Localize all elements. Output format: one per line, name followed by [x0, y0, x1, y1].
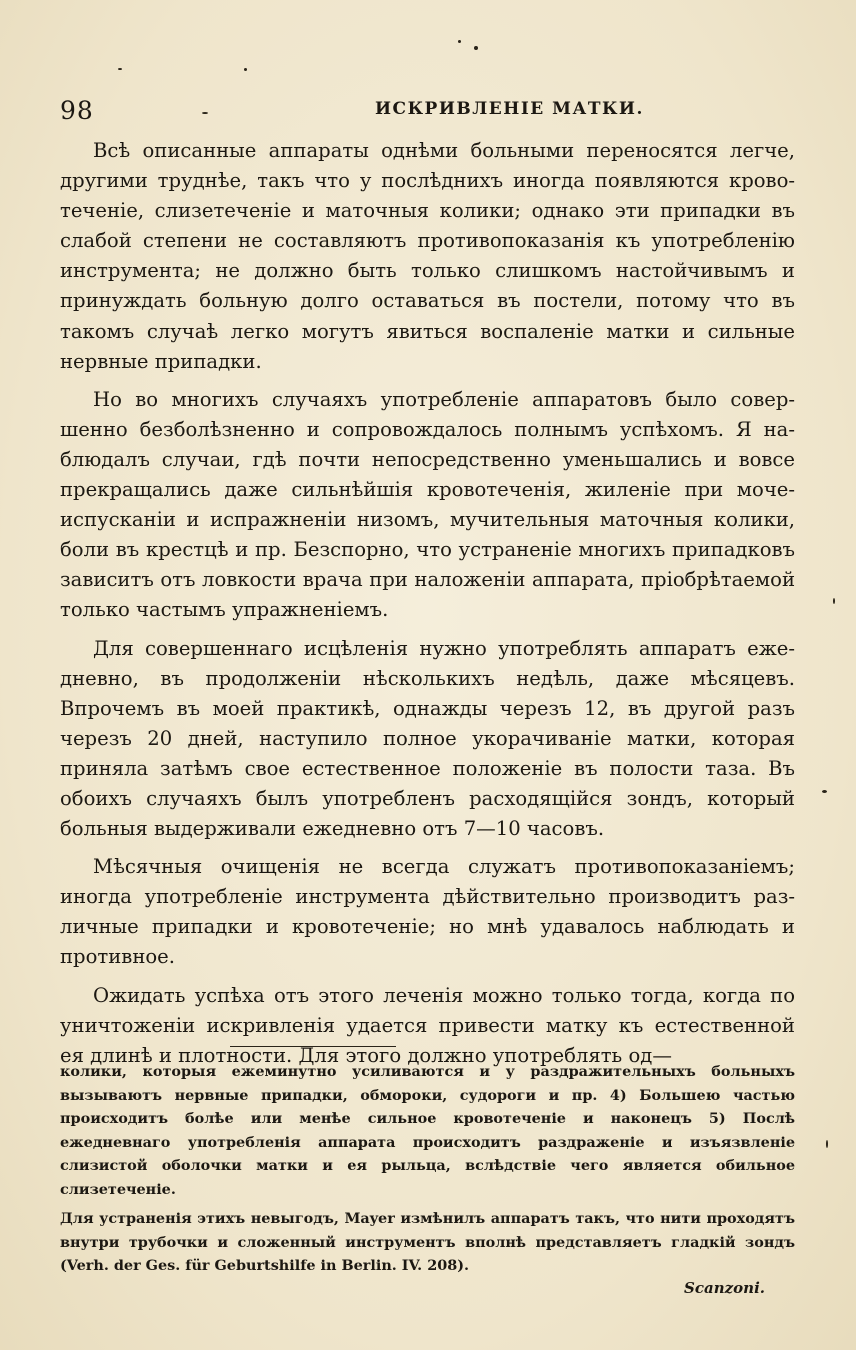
footnote-divider	[230, 1046, 396, 1047]
paragraph: Мѣсячныя очищенiя не всегда служатъ противопоказанiемъ; иногда употребленiе инструмента дѣйствительно производитъ различные припадки и кровотеченiе; но мнѣ удавалось наблюдать и противное.	[60, 855, 795, 969]
paragraph: Для совершеннаго исцѣленiя нужно употреблять аппаратъ ежедневно, въ продолженiи нѣсколькихъ недѣль, даже мѣсяцевъ. Впрочемъ въ моей практикѣ, однажды черезъ 12, въ другой разъ черезъ 20 дней, наступило полное укорачиванiе матки, которая приняла затѣмъ свое естественное положенiе въ полости таза. Въ обоихъ случаяхъ былъ употребленъ расходящiйся зондъ, который больныя выдерживали ежедневно отъ 7—10 часовъ.	[60, 636, 795, 841]
ink-speck	[474, 46, 478, 50]
ink-speck	[118, 68, 122, 70]
paragraph: Но во многихъ случаяхъ употребленiе аппаратовъ было совершенно безболѣзненно и сопровождалось полнымъ успѣхомъ. Я наблюдалъ случаи, гдѣ почти непосредственно уменьшались и вовсе прекращались даже сильнѣйшiя кровотеченiя, жиленiе при мочеиспусканiи и испражненiи низомъ, мучительныя маточныя колики, боли въ крестцѣ и пр. Безспорно, что устраненiе многихъ припадковъ зависитъ отъ ловкости врача при наложенiи аппарата, прiобрѣтаемой только частымъ упражненiемъ.	[60, 387, 795, 622]
ink-speck	[822, 790, 827, 793]
main-text	[60, 136, 795, 1079]
paragraph: Всѣ описанные аппараты однѣми больными переносятся легче, другими труднѣе, такъ что у послѣднихъ иногда появляются кровотеченiе, слизетеченiе и маточныя колики; однако эти припадки въ слабой степени не составляютъ противопоказанiя къ употребленiю инструмента; не должно быть только слишкомъ настойчивымъ и принуждать больную долго оставаться въ постели, потому что въ такомъ случаѣ легко могутъ явиться воспаленiе матки и сильные нервные припадки.	[60, 139, 795, 373]
ink-speck	[833, 598, 835, 604]
ink-speck	[826, 1140, 828, 1148]
page-number: 98	[60, 96, 94, 125]
footnote-paragraph: колики, которыя ежеминутно усиливаются и у раздражительныхъ больныхъ вызываютъ нервные припадки, обмороки, судороги и пр. 4) Большею частью происходитъ болѣе или менѣе сильное кровотеченiе и наконецъ 5) Послѣ ежедневнаго употребленiя аппарата происходитъ раздраженiе и изъязвленiе слизистой оболочки матки и ея рыльца, вслѣдствiе чего является обильное слизетеченiе.	[60, 1063, 795, 1198]
paragraph: Ожидать успѣха отъ этого леченiя можно только тогда, когда по уничтоженiи искривленiя удается привести матку къ естественной ея длинѣ и плотности. Для этого должно употреблять од—	[60, 983, 795, 1067]
page-header	[60, 96, 795, 128]
running-title: ИСКРИВЛЕНIЕ МАТКИ.	[375, 99, 644, 119]
footnotes	[60, 1060, 795, 1297]
ink-speck	[244, 68, 247, 71]
footnote-signature: Scanzoni.	[684, 1278, 765, 1297]
footnote-paragraph: Для устраненiя этихъ невыгодъ, Mayer измѣнилъ аппаратъ такъ, что нити проходятъ внутри трубочки и сложенный инструментъ вполнѣ представляетъ гладкiй зондъ (Verh. der Ges. für Geburtshilfe in Berlin. IV. 208).	[60, 1210, 795, 1274]
ink-speck	[458, 40, 461, 43]
